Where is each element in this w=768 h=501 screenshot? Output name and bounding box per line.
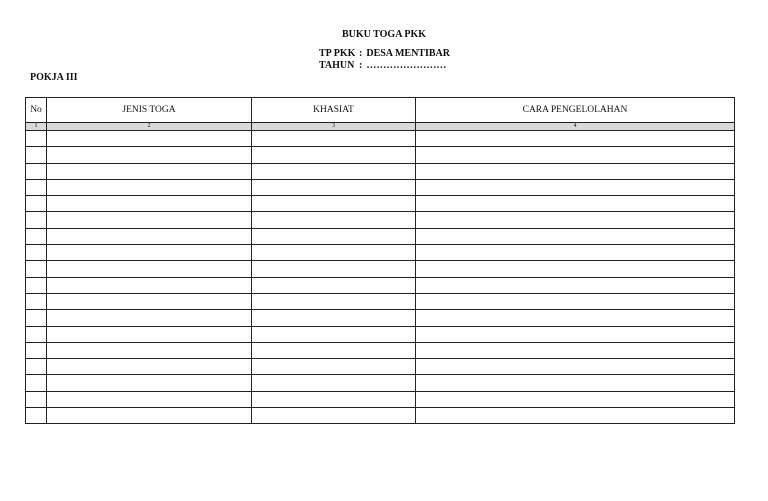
table-cell [416, 196, 735, 212]
table-cell [26, 277, 47, 293]
table-cell [26, 342, 47, 358]
table-row [26, 179, 735, 195]
table-row [26, 310, 735, 326]
table-cell [47, 342, 252, 358]
table-cell [252, 375, 416, 391]
table-cell [26, 408, 47, 424]
table-cell [252, 228, 416, 244]
table-row [26, 196, 735, 212]
table-row [26, 228, 735, 244]
table-row [26, 261, 735, 277]
table-cell [416, 359, 735, 375]
table-cell [416, 408, 735, 424]
column-number: 4 [416, 123, 735, 131]
tp-pkk-label: TP PKK [319, 48, 356, 59]
table-row [26, 245, 735, 261]
tp-pkk-line [319, 48, 450, 59]
column-header-cara-pengelolahan: CARA PENGELOLAHAN [416, 98, 735, 123]
table-cell [252, 179, 416, 195]
table-cell [26, 147, 47, 163]
column-number-row [26, 123, 735, 131]
table-cell [252, 131, 416, 147]
column-header-khasiat: KHASIAT [252, 98, 416, 123]
table-cell [26, 326, 47, 342]
table-cell [416, 277, 735, 293]
tahun-line [319, 60, 446, 71]
column-number: 1 [26, 123, 47, 131]
table-row [26, 375, 735, 391]
table-cell [252, 277, 416, 293]
table-cell [416, 261, 735, 277]
table-row [26, 326, 735, 342]
table-cell [416, 375, 735, 391]
table-row [26, 147, 735, 163]
table-cell [416, 326, 735, 342]
tahun-separator: : [359, 60, 363, 71]
table-row [26, 212, 735, 228]
table-cell [26, 391, 47, 407]
section-label: POKJA III [30, 72, 78, 83]
table-cell [47, 245, 252, 261]
table-row [26, 163, 735, 179]
table-row [26, 293, 735, 309]
table-cell [252, 147, 416, 163]
table-row [26, 359, 735, 375]
table-cell [26, 245, 47, 261]
table-cell [47, 261, 252, 277]
table-cell [26, 359, 47, 375]
table-cell [47, 228, 252, 244]
table-cell [47, 310, 252, 326]
table-cell [47, 212, 252, 228]
table-cell [47, 196, 252, 212]
table-cell [416, 310, 735, 326]
table-cell [252, 310, 416, 326]
table-cell [47, 131, 252, 147]
tp-pkk-value: DESA MENTIBAR [366, 48, 450, 59]
table-cell [252, 212, 416, 228]
table-header-row [26, 98, 735, 123]
table-cell [252, 163, 416, 179]
tahun-label: TAHUN [319, 60, 355, 71]
table-cell [47, 326, 252, 342]
table-cell [416, 131, 735, 147]
table-cell [26, 310, 47, 326]
table-cell [26, 196, 47, 212]
table-cell [416, 179, 735, 195]
table-cell [416, 147, 735, 163]
table-cell [252, 391, 416, 407]
table-cell [252, 342, 416, 358]
table-row [26, 131, 735, 147]
table-row [26, 277, 735, 293]
table-cell [252, 326, 416, 342]
document-title: BUKU TOGA PKK [341, 29, 427, 40]
table-cell [252, 245, 416, 261]
table-cell [416, 212, 735, 228]
table-row [26, 342, 735, 358]
table-cell [252, 261, 416, 277]
toga-table [25, 97, 735, 424]
table-cell [416, 391, 735, 407]
table-cell [416, 293, 735, 309]
table-row [26, 391, 735, 407]
table-cell [47, 179, 252, 195]
table-cell [47, 147, 252, 163]
column-header-no: No [26, 98, 47, 123]
table-cell [47, 277, 252, 293]
tp-pkk-separator: : [359, 48, 363, 59]
table-cell [26, 228, 47, 244]
table-cell [252, 359, 416, 375]
table-cell [47, 391, 252, 407]
table-row [26, 408, 735, 424]
table-cell [47, 359, 252, 375]
table-cell [47, 293, 252, 309]
table-cell [252, 408, 416, 424]
table-cell [416, 163, 735, 179]
table-cell [26, 163, 47, 179]
table-cell [252, 293, 416, 309]
table-cell [416, 245, 735, 261]
table-cell [26, 212, 47, 228]
column-header-jenis-toga: JENIS TOGA [47, 98, 252, 123]
table-cell [47, 408, 252, 424]
table-cell [26, 261, 47, 277]
table-cell [26, 131, 47, 147]
table-cell [47, 375, 252, 391]
table-cell [47, 163, 252, 179]
table-cell [416, 228, 735, 244]
table-cell [26, 293, 47, 309]
column-number: 2 [47, 123, 252, 131]
column-number: 3 [252, 123, 416, 131]
table-cell [416, 342, 735, 358]
table-cell [252, 196, 416, 212]
tahun-value: …………………… [366, 60, 447, 71]
table-cell [26, 375, 47, 391]
table-cell [26, 179, 47, 195]
